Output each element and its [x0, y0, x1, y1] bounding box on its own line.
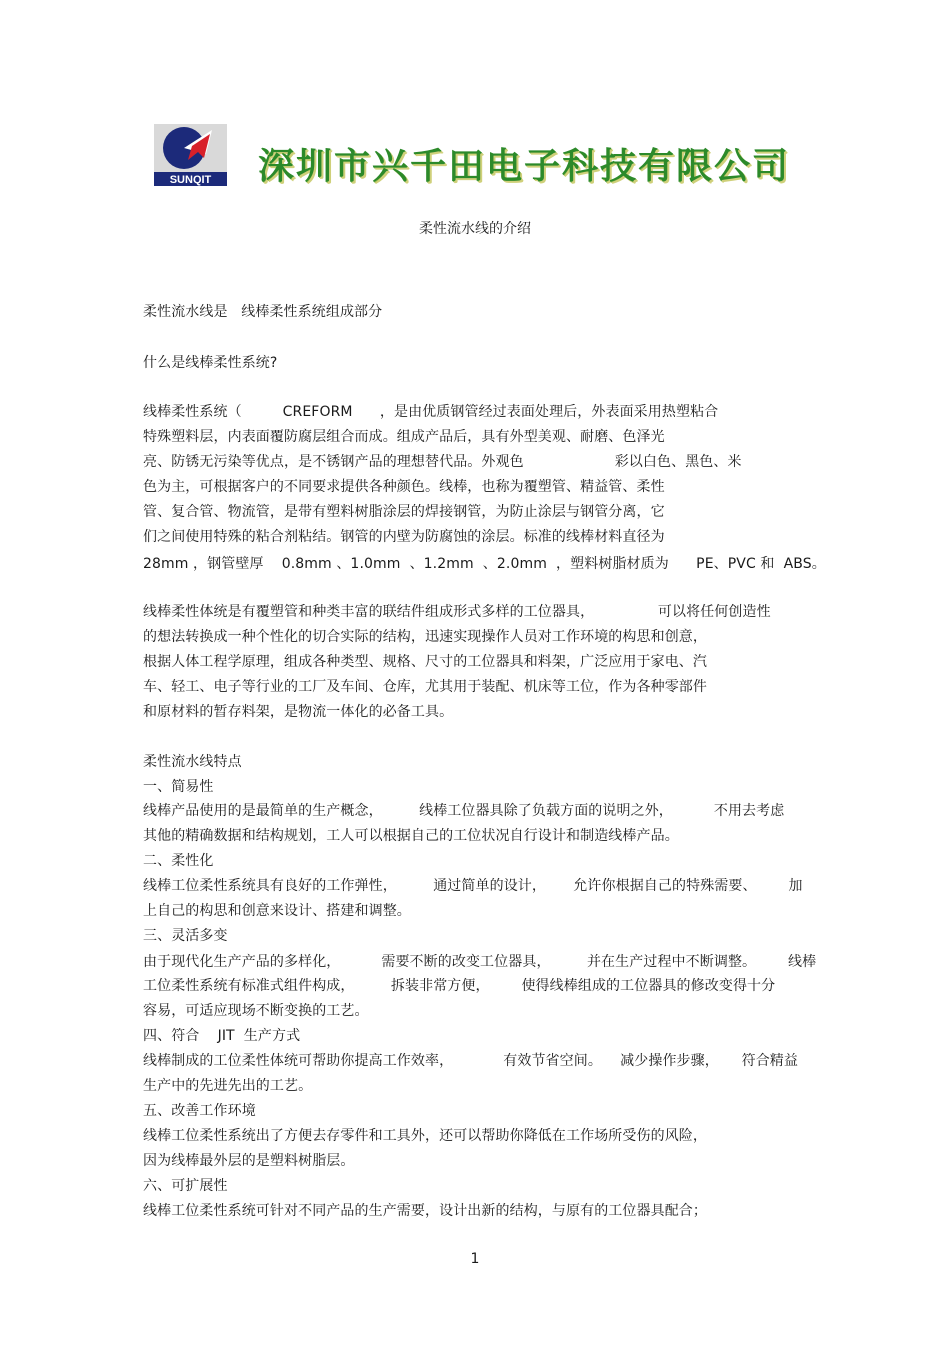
company-name: 深圳市兴千田电子科技有限公司: [258, 145, 791, 187]
logo-text: SUNQIT: [169, 174, 212, 186]
text-line: 线棒柔性体统是有覆塑管和种类丰富的联结件组成形式多样的工位器具， 可以将任何创造性: [143, 604, 771, 620]
text-line: 色为主，可根据客户的不同要求提供各种颜色。线棒，也称为覆塑管、精益管、柔性: [143, 479, 665, 495]
section-heading: 一、简易性: [143, 779, 214, 795]
section-heading: 二、柔性化: [143, 853, 214, 869]
text-line: 什么是线棒柔性系统?: [143, 355, 278, 371]
text-line: 上自己的构思和创意来设计、搭建和调整。: [143, 903, 411, 919]
logo-emblem-icon: [154, 124, 227, 186]
text-line: 线棒制成的工位柔性体统可帮助你提高工作效率， 有效节省空间。 减少操作步骤， 符合精益: [143, 1053, 799, 1069]
text-line: 线棒产品使用的是最简单的生产概念， 线棒工位器具除了负载方面的说明之外， 不用去考虑: [143, 803, 785, 819]
text-line: 由于现代化生产产品的多样化， 需要不断的改变工位器具， 并在生产过程中不断调整。 线棒: [143, 954, 817, 970]
text-line: 工位柔性系统有标准式组件构成， 拆装非常方便， 使得线棒组成的工位器具的修改变得十分: [143, 978, 776, 994]
section-heading: 三、灵活多变: [143, 928, 228, 944]
text-line: 车、轻工、电子等行业的工厂及车间、仓库，尤其用于装配、机床等工位，作为各种零部件: [143, 679, 707, 695]
text-line: 的想法转换成一种个性化的切合实际的结构，迅速实现操作人员对工作环境的构思和创意，: [143, 629, 707, 645]
text-line: 们之间使用特殊的粘合剂粘结。钢管的内壁为防腐蚀的涂层。标准的线棒材料直径为: [143, 529, 665, 545]
section-heading: 五、改善工作环境: [143, 1103, 256, 1119]
text-line: 管、复合管、物流管，是带有塑料树脂涂层的焊接钢管，为防止涂层与钢管分离，它: [143, 504, 665, 520]
section-heading: 柔性流水线特点: [143, 754, 242, 770]
text-line: 和原材料的暂存料架，是物流一体化的必备工具。: [143, 704, 454, 720]
text-line: 柔性流水线是 线棒柔性系统组成部分: [143, 304, 383, 320]
text-line: 线棒工位柔性系统可针对不同产品的生产需要，设计出新的结构，与原有的工位器具配合；: [143, 1203, 707, 1219]
text-line: 线棒工位柔性系统出了方便去存零件和工具外，还可以帮助你降低在工作场所受伤的风险，: [143, 1128, 707, 1144]
company-logo: [154, 124, 227, 186]
text-line: 生产中的先进先出的工艺。: [143, 1078, 313, 1094]
text-line: 28mm ，钢管壁厚 0.8mm 、1.0mm 、1.2mm 、2.0mm ，塑料树脂材质为 PE、PVC 和 ABS。: [143, 556, 826, 572]
text-line: 线棒工位柔性系统具有良好的工作弹性， 通过简单的设计， 允许你根据自己的特殊需要、 加: [143, 878, 803, 894]
text-line: 因为线棒最外层的是塑料树脂层。: [143, 1153, 355, 1169]
text-line: 亮、防锈无污染等优点，是不锈钢产品的理想替代品。外观色 彩以白色、黑色、米: [143, 454, 742, 470]
text-line: 线棒柔性系统（ CREFORM ，是由优质钢管经过表面处理后，外表面采用热塑粘合: [143, 404, 719, 420]
text-line: 容易，可适应现场不断变换的工艺。: [143, 1003, 369, 1019]
page-number: 1: [470, 1251, 480, 1267]
document-title: 柔性流水线的介绍: [419, 221, 531, 237]
section-heading: 六、可扩展性: [143, 1178, 228, 1194]
text-line: 其他的精确数据和结构规划，工人可以根据自己的工位状况自行设计和制造线棒产品。: [143, 828, 679, 844]
section-heading: 四、符合 JIT 生产方式: [143, 1028, 301, 1044]
text-line: 特殊塑料层，内表面覆防腐层组合而成。组成产品后，具有外型美观、耐磨、色泽光: [143, 429, 665, 445]
text-line: 根据人体工程学原理，组成各种类型、规格、尺寸的工位器具和料架，广泛应用于家电、汽: [143, 654, 707, 670]
